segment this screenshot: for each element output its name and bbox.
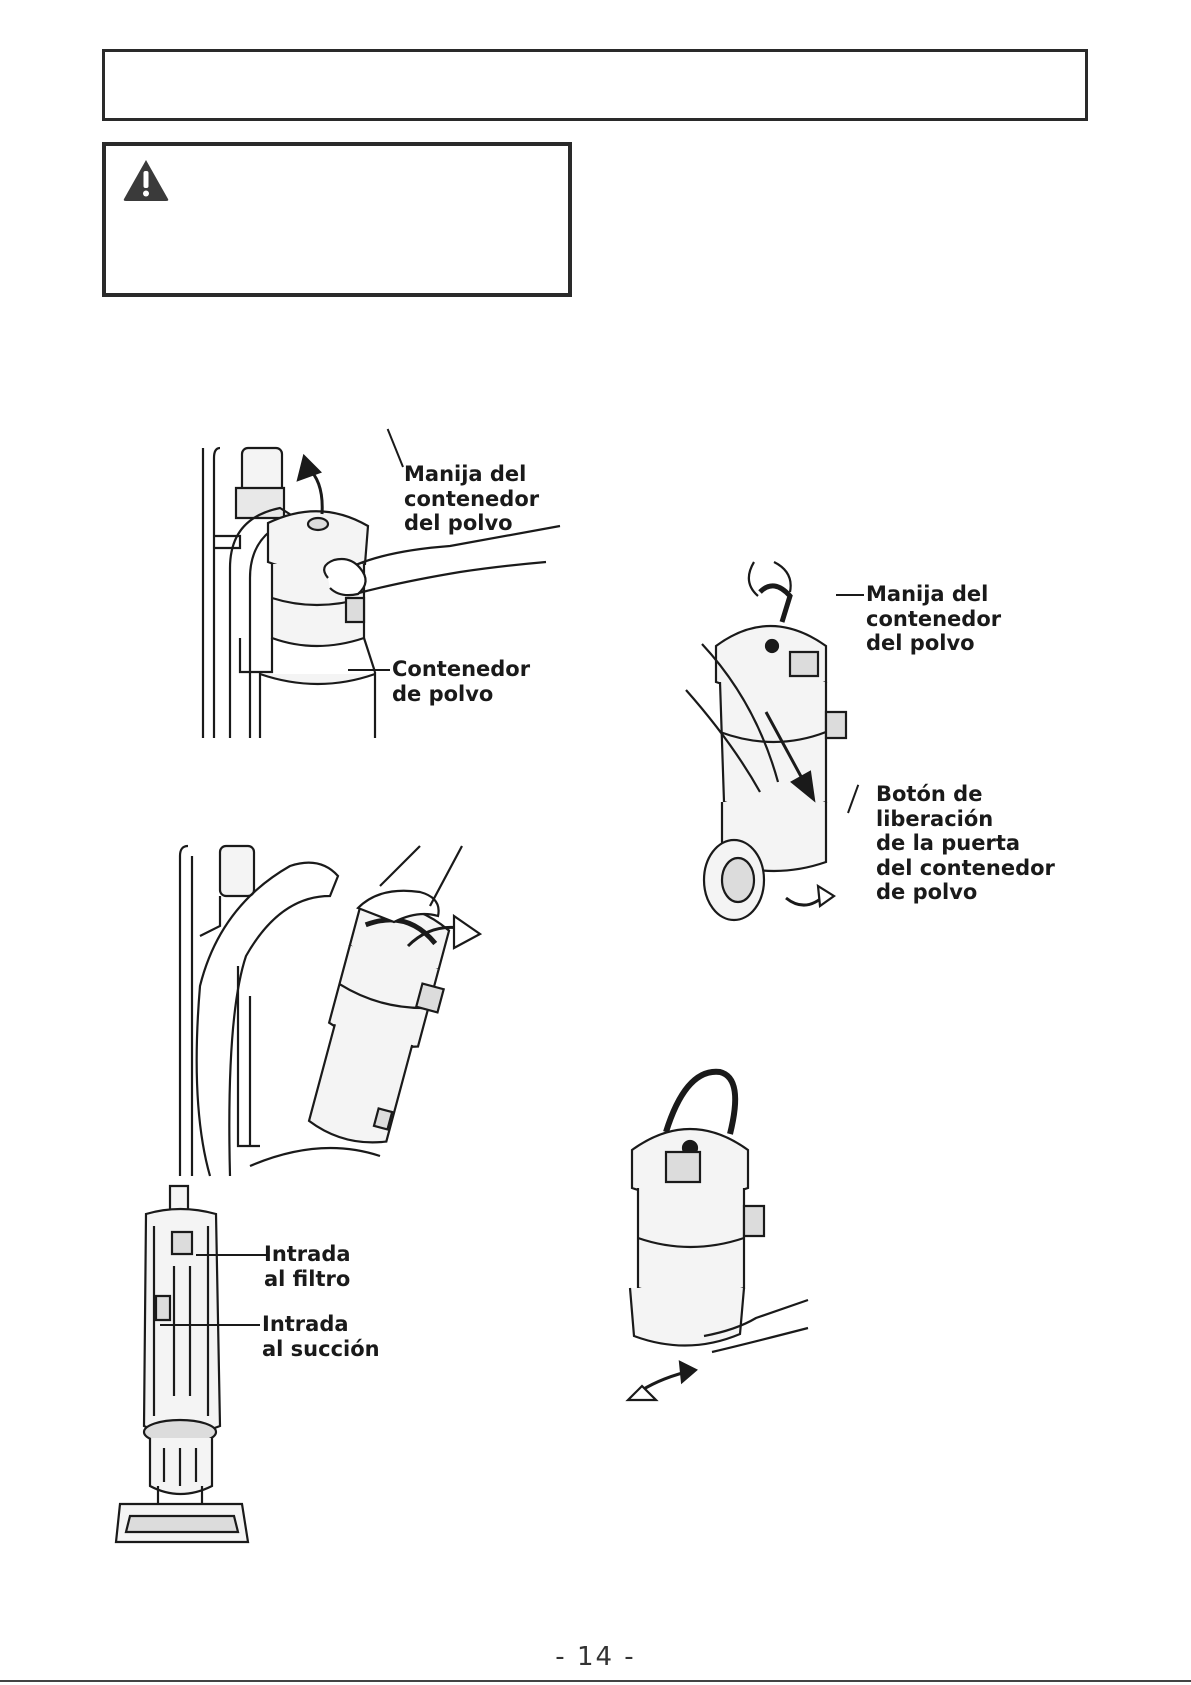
- page-number: - 14 -: [555, 1642, 636, 1672]
- fig4-handle-label: Manija del contenedor del polvo: [866, 582, 1002, 655]
- fig3-suction-inlet-label: Intrada al succión: [262, 1312, 380, 1361]
- section-title-box: [102, 49, 1088, 121]
- fig1-handle-label: Manija del contenedor del polvo: [404, 462, 540, 535]
- figure-dust-cup-door-release: [686, 562, 866, 922]
- figure-dust-cup-removal: [180, 846, 500, 1176]
- figure-vacuum-inlets: [116, 1186, 256, 1546]
- bottom-rule: [0, 1680, 1191, 1682]
- fig4-release-button-label: Botón de liberación de la puerta del contenedor de polvo: [876, 782, 1055, 904]
- warning-triangle-icon: [122, 158, 170, 202]
- figure-dust-cup-door-close: [626, 1068, 816, 1406]
- fig3-filter-inlet-label: Intrada al filtro: [264, 1242, 351, 1291]
- fig1-container-label: Contenedor de polvo: [392, 657, 531, 706]
- warning-box: [102, 142, 572, 297]
